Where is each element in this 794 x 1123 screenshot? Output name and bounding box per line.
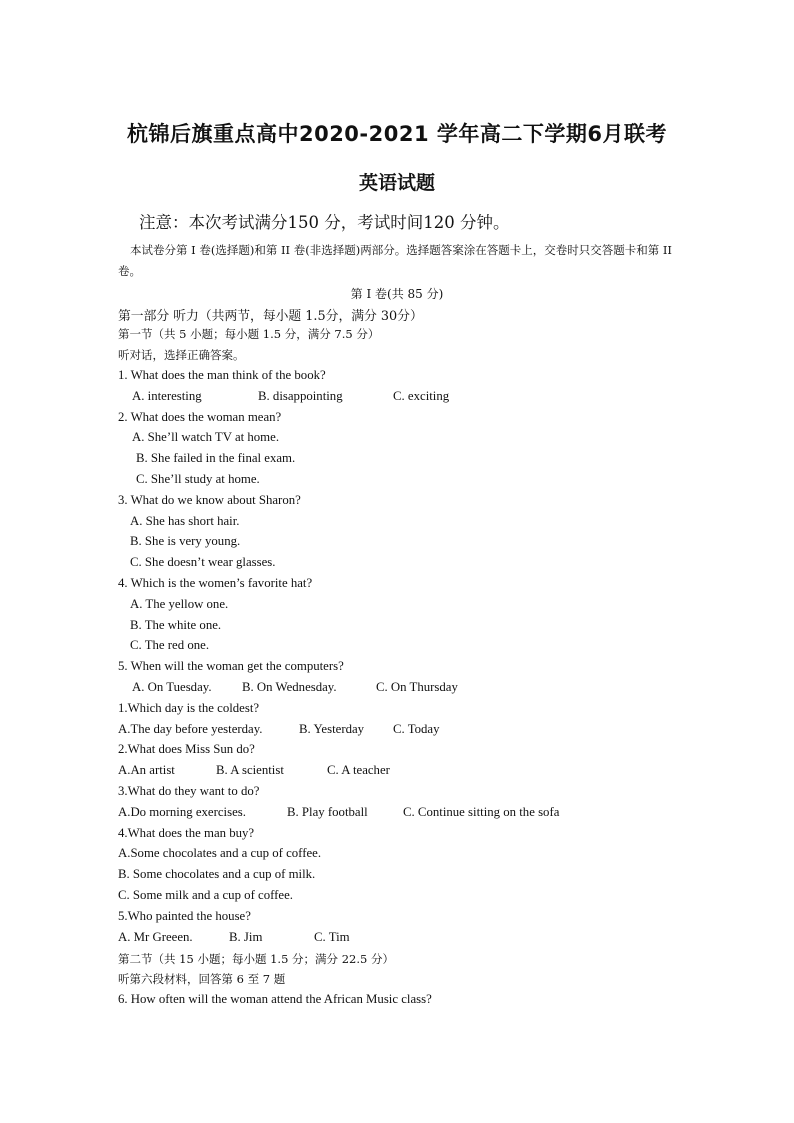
- option-a: A.Do morning exercises.: [118, 805, 246, 819]
- question-text: 5.Who painted the house?: [118, 909, 251, 923]
- option-b: B. Some chocolates and a cup of milk.: [118, 867, 316, 881]
- question-text: 4. Which is the women’s favorite hat?: [118, 576, 313, 590]
- option-a: A. interesting: [132, 389, 202, 403]
- option-a: A. She has short hair.: [130, 514, 240, 528]
- question-text: 3.What do they want to do?: [118, 784, 260, 798]
- exam-title: 杭锦后旗重点高中2020-2021 学年高二下学期6月联考: [126, 122, 668, 146]
- volume-heading: 第 I 卷(共 85 分): [350, 287, 444, 301]
- section2-instruction: 听第六段材料，回答第 6 至 7 题: [118, 972, 286, 986]
- option-c: C. She doesn’t wear glasses.: [130, 555, 276, 569]
- option-c: C. Continue sitting on the sofa: [403, 805, 560, 819]
- option-a: A. The yellow one.: [130, 597, 229, 611]
- option-b: B. disappointing: [258, 389, 343, 403]
- option-b: B. Jim: [229, 930, 263, 944]
- option-b: B. A scientist: [216, 763, 284, 777]
- option-c: C. She’ll study at home.: [136, 472, 260, 486]
- option-c: C. A teacher: [327, 763, 390, 777]
- option-c: C. Tim: [314, 930, 350, 944]
- section1-heading: 第一节（共 5 小题；每小题 1.5 分，满分 7.5 分）: [118, 327, 380, 341]
- option-c: C. On Thursday: [376, 680, 458, 694]
- option-b: B. She failed in the final exam.: [136, 451, 296, 465]
- section2-heading: 第二节（共 15 小题；每小题 1.5 分；满分 22.5 分）: [118, 952, 394, 966]
- option-c: C. exciting: [393, 389, 450, 403]
- question-text: 3. What do we know about Sharon?: [118, 493, 301, 507]
- exam-notice: 注意：本次考试满分150 分，考试时间120 分钟。: [139, 213, 510, 232]
- section1-instruction: 听对话，选择正确答案。: [118, 348, 245, 362]
- question-text: 6. How often will the woman attend the African Music class?: [118, 992, 432, 1006]
- option-b: B. Play football: [287, 805, 368, 819]
- option-c: C. Today: [393, 722, 440, 736]
- option-b: B. She is very young.: [130, 534, 241, 548]
- option-c: C. Some milk and a cup of coffee.: [118, 888, 293, 902]
- option-a: A.An artist: [118, 763, 175, 777]
- question-text: 2. What does the woman mean?: [118, 410, 282, 424]
- question-text: 4.What does the man buy?: [118, 826, 255, 840]
- part1-heading: 第一部分 听力（共两节，每小题 1.5分，满分 30分）: [118, 309, 423, 324]
- question-text: 1.Which day is the coldest?: [118, 701, 260, 715]
- question-text: 1. What does the man think of the book?: [118, 368, 326, 382]
- exam-subtitle: 英语试题: [358, 172, 435, 194]
- option-b: B. The white one.: [130, 618, 222, 632]
- exam-intro: 本试卷分第 I 卷(选择题)和第 II 卷(非选择题)两部分。选择题答案涂在答题卡上，交卷时只交答题卡和第 II 卷。: [118, 243, 672, 278]
- option-a: A. On Tuesday.: [132, 680, 212, 694]
- option-a: A.The day before yesterday.: [118, 722, 263, 736]
- option-b: B. Yesterday: [299, 722, 365, 736]
- option-a: A. She’ll watch TV at home.: [132, 430, 280, 444]
- question-text: 2.What does Miss Sun do?: [118, 742, 255, 756]
- option-a: A. Mr Greeen.: [118, 930, 193, 944]
- option-a: A.Some chocolates and a cup of coffee.: [118, 846, 322, 860]
- option-c: C. The red one.: [130, 638, 210, 652]
- question-text: 5. When will the woman get the computers?: [118, 659, 344, 673]
- option-b: B. On Wednesday.: [242, 680, 337, 694]
